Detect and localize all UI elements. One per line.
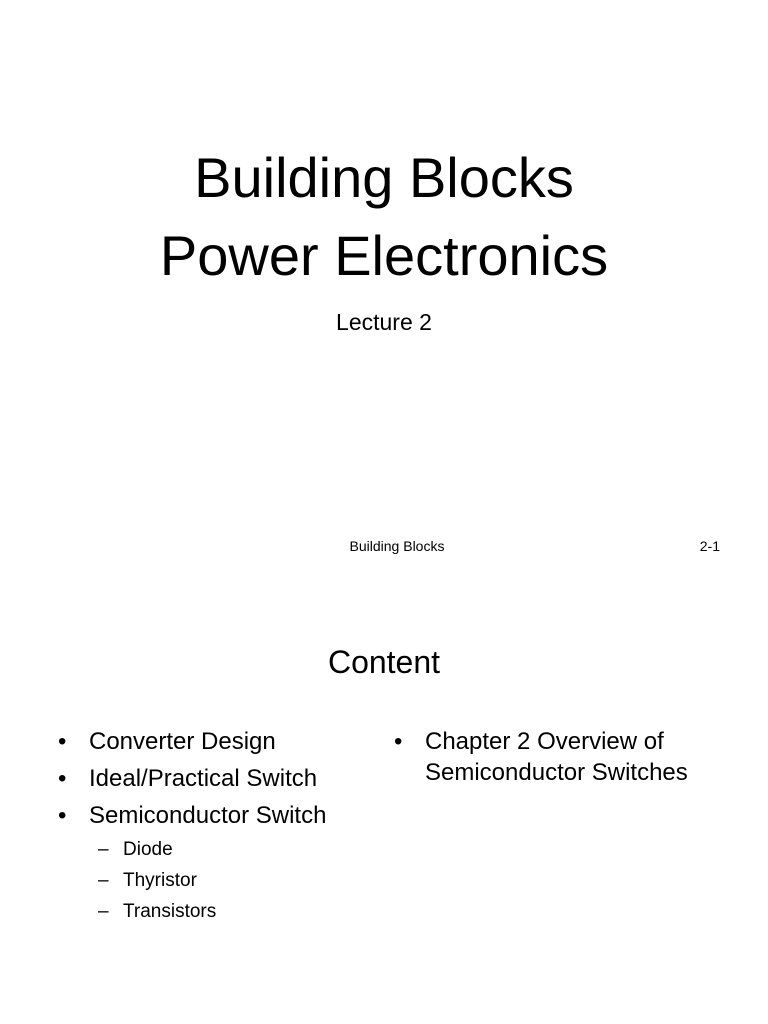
bullet-mark: • <box>394 728 403 755</box>
bullet-text: Chapter 2 Overview of Semiconductor Switches <box>425 728 688 786</box>
bullet-mark: • <box>58 802 67 829</box>
sub-bullet-mark: – <box>98 839 109 860</box>
sub-bullet-mark: – <box>98 901 109 922</box>
bullet-item <box>394 726 734 788</box>
bullet-mark: • <box>58 728 67 755</box>
slide-footer: Building Blocks <box>349 538 445 554</box>
slide-subtitle: Lecture 2 <box>336 309 432 335</box>
page-number: 2-1 <box>699 538 720 554</box>
left-column <box>58 726 378 930</box>
bullet-text: Ideal/Practical Switch <box>89 765 318 792</box>
sub-bullet-mark: – <box>98 870 109 891</box>
slide-title-line-1: Building Blocks <box>194 146 574 209</box>
bullet-text: Semiconductor Switch <box>89 802 327 829</box>
bullet-item <box>58 800 378 831</box>
sub-bullet-item <box>98 837 378 863</box>
right-column <box>394 726 734 794</box>
sub-bullet-text: Transistors <box>123 901 217 922</box>
sub-bullet-item <box>98 899 378 925</box>
slide-title-line-2: Power Electronics <box>159 224 609 287</box>
sub-bullet-item <box>98 868 378 894</box>
sub-bullet-text: Diode <box>123 839 173 860</box>
content-slide <box>0 576 768 1024</box>
content-title: Content <box>327 644 441 680</box>
bullet-mark: • <box>58 765 67 792</box>
sub-bullet-list <box>58 837 378 925</box>
bullet-text: Converter Design <box>89 728 276 755</box>
sub-bullet-text: Thyristor <box>123 870 197 891</box>
bullet-item <box>58 726 378 757</box>
bullet-item <box>58 763 378 794</box>
